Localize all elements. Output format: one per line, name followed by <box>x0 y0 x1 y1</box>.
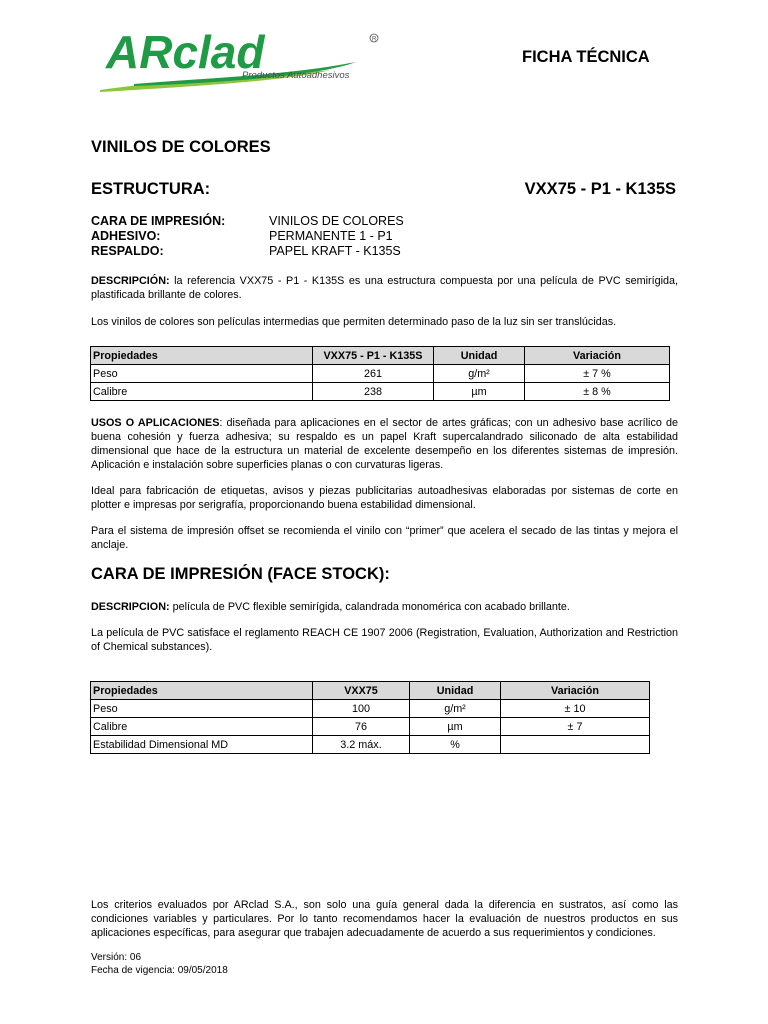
table-cell: g/m² <box>434 365 525 383</box>
version-number: Versión: 06 <box>91 952 142 963</box>
logo-tagline: Productos Autoadhesivos <box>242 70 350 81</box>
spec-value: PAPEL KRAFT - K135S <box>269 244 401 258</box>
table-header-row <box>91 682 650 700</box>
table-cell: Peso <box>91 365 313 383</box>
description-text: la referencia VXX75 - P1 - K135S es una estructura compuesta por una película de PVC semirígida, plastificada brillante de colores. <box>91 275 678 301</box>
table-cell: g/m² <box>410 700 501 718</box>
validity-date: Fecha de vigencia: 09/05/2018 <box>91 965 228 976</box>
arclad-logo <box>94 26 384 96</box>
usos-text: : diseñada para aplicaciones en el sector de artes gráficas; con un adhesivo base acrílico de buena cohesión y fuerza adhesiva; su respaldo es un papel Kraft supercalandrado siliconado de alta estabilidad dimensional que hace de la estructura un material de excelente desempeño en los diferentes sistemas de impresión. Aplicación e instalación sobre superficies planas o con curvaturas ligeras. <box>91 417 678 471</box>
table-cell: 3.2 máx. <box>313 736 410 754</box>
face-stock-desc-text: película de PVC flexible semirígida, calandrada monomérica con acabado brillante. <box>169 601 570 613</box>
face-stock-description <box>91 600 678 614</box>
spec-key: RESPALDO: <box>91 244 164 258</box>
table-cell: Calibre <box>91 718 313 736</box>
table-cell: ± 7 <box>501 718 650 736</box>
table-cell: ± 8 % <box>525 383 670 401</box>
table-header-cell: Propiedades <box>91 682 313 700</box>
structure-code: VXX75 - P1 - K135S <box>524 180 676 198</box>
table-header-cell: Propiedades <box>91 347 313 365</box>
spec-key: ADHESIVO: <box>91 229 161 243</box>
table-header-cell: Variación <box>525 347 670 365</box>
description-label: DESCRIPCIÓN: <box>91 275 170 287</box>
table-header-cell: Variación <box>501 682 650 700</box>
document-title: VINILOS DE COLORES <box>91 138 271 156</box>
table-cell: Calibre <box>91 383 313 401</box>
document-type: FICHA TÉCNICA <box>522 48 650 66</box>
usos-label: USOS O APLICACIONES <box>91 417 220 429</box>
spec-row <box>91 214 404 229</box>
table-cell <box>501 736 650 754</box>
table-row <box>91 383 670 401</box>
face-stock-desc-label: DESCRIPCION: <box>91 601 170 613</box>
reach-paragraph: La película de PVC satisface el reglamento REACH CE 1907 2006 (Registration, Evaluation, Authorization and Restriction of Chemical substances). <box>91 627 678 653</box>
properties-table-1 <box>90 346 670 401</box>
spec-row <box>91 244 404 259</box>
description-paragraph <box>91 274 678 302</box>
table-cell: Estabilidad Dimensional MD <box>91 736 313 754</box>
vinilos-paragraph: Los vinilos de colores son películas intermedias que permiten determinado paso de la luz sin ser translúcidas. <box>91 316 617 328</box>
spec-row <box>91 229 404 244</box>
version-block <box>91 951 228 977</box>
spec-value: VINILOS DE COLORES <box>269 214 404 228</box>
spec-list <box>91 214 404 259</box>
logo-wordmark: ARclad <box>106 26 265 78</box>
table-cell: 261 <box>313 365 434 383</box>
disclaimer-paragraph: Los criterios evaluados por ARclad S.A., son solo una guía general dada la diferencia en sustratos, así como las condiciones variables y particulares. Por lo tanto recomendamos hacer la evaluación de nuestros productos en sus aplicaciones específicas, para asegurar que trabajen adecuadamente de acuerdo a sus requerimientos y condiciones. <box>91 899 678 939</box>
svg-text:R: R <box>372 36 377 43</box>
table-cell: % <box>410 736 501 754</box>
table-cell: ± 7 % <box>525 365 670 383</box>
table-cell: Peso <box>91 700 313 718</box>
table-cell: 238 <box>313 383 434 401</box>
usos-paragraph <box>91 416 678 472</box>
table-header-cell: VXX75 - P1 - K135S <box>313 347 434 365</box>
table-header-cell: VXX75 <box>313 682 410 700</box>
table-cell: µm <box>434 383 525 401</box>
table-row <box>91 718 650 736</box>
structure-label: ESTRUCTURA: <box>91 180 211 198</box>
table-header-row <box>91 347 670 365</box>
spec-key: CARA DE IMPRESIÓN: <box>91 214 226 228</box>
table-row <box>91 736 650 754</box>
table-cell: µm <box>410 718 501 736</box>
table-row <box>91 365 670 383</box>
ideal-paragraph: Ideal para fabricación de etiquetas, avisos y piezas publicitarias autoadhesivas elaboradas por sistemas de corte en plotter e impresas por serigrafía, proporcionando buena estabilidad dimensional. <box>91 485 678 511</box>
table-cell: 100 <box>313 700 410 718</box>
table-header-cell: Unidad <box>434 347 525 365</box>
table-cell: ± 10 <box>501 700 650 718</box>
table-header-cell: Unidad <box>410 682 501 700</box>
spec-value: PERMANENTE 1 - P1 <box>269 229 393 243</box>
table-row <box>91 700 650 718</box>
table-cell: 76 <box>313 718 410 736</box>
offset-paragraph: Para el sistema de impresión offset se recomienda el vinilo con “primer” que acelera el secado de las tintas y mejora el anclaje. <box>91 525 678 551</box>
properties-table-2 <box>90 681 650 754</box>
face-stock-heading: CARA DE IMPRESIÓN (FACE STOCK): <box>91 565 390 583</box>
